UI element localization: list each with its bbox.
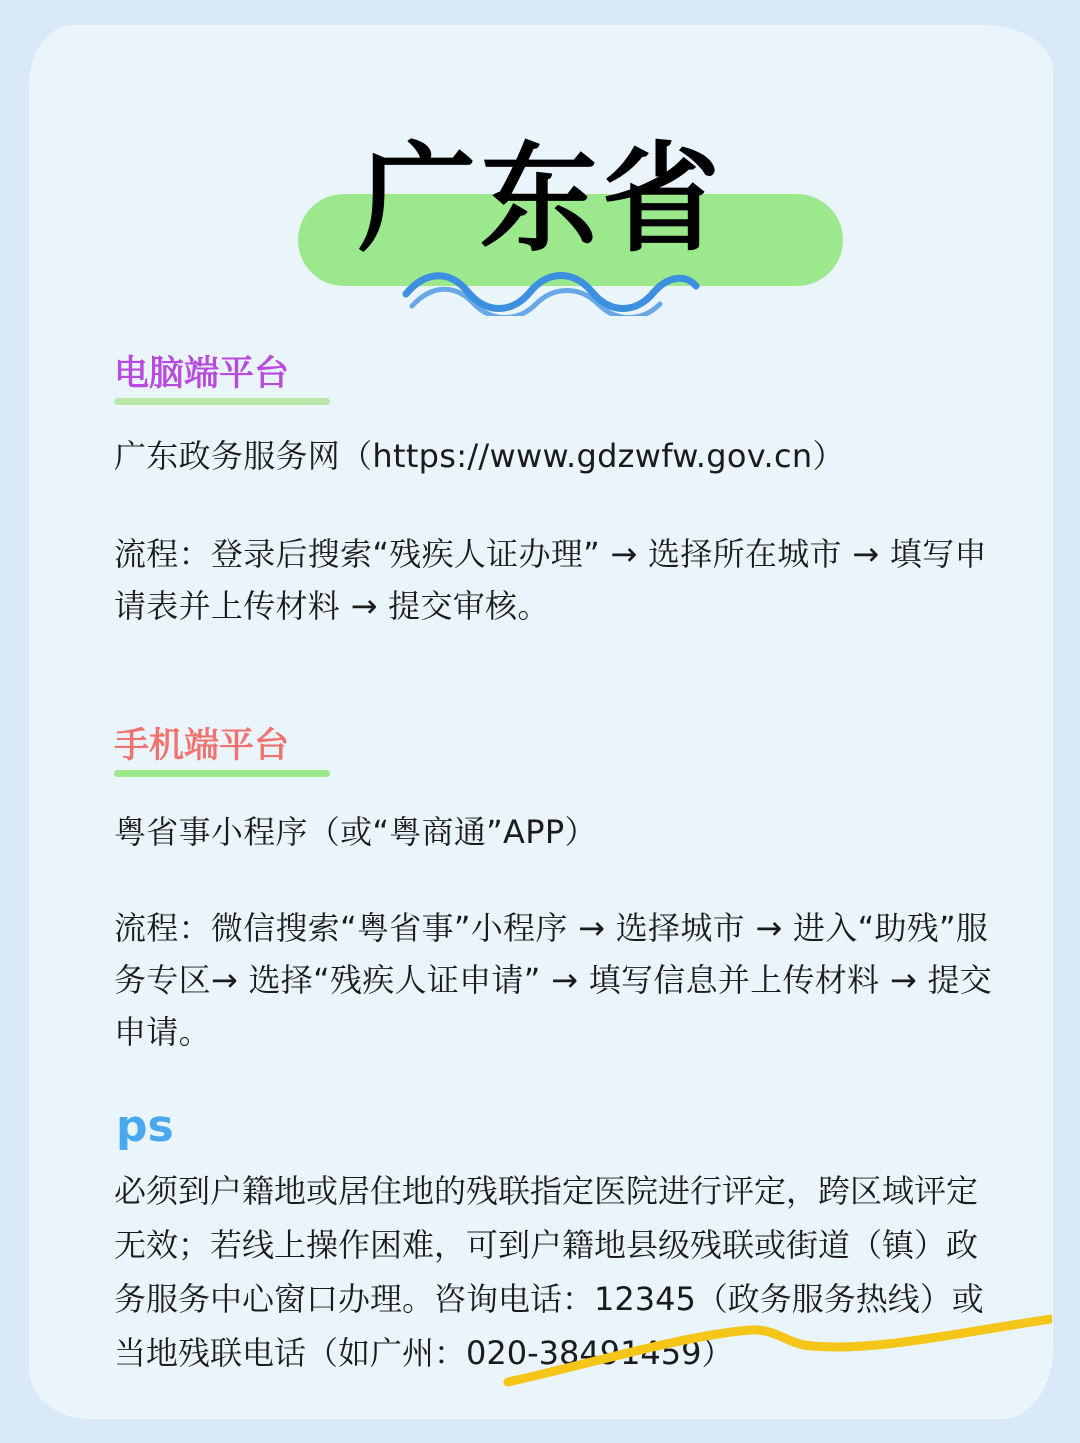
mobile-platform-app: 粤省事小程序（或“粤商通”APP）: [114, 813, 597, 851]
bottom-squiggle-icon: [500, 1310, 1052, 1390]
title-squiggle-icon: [402, 264, 700, 316]
page-title: 广东省: [357, 130, 724, 268]
pc-platform-flow: 流程：登录后搜索“残疾人证办理” → 选择所在城市 → 填写申请表并上传材料 → 提交审核。: [114, 535, 987, 625]
ps-label: ps: [116, 1101, 174, 1152]
ps-note-text: 必须到户籍地或居住地的残联指定医院进行评定，跨区域评定无效；若线上操作困难，可到户籍地县级残联或街道（镇）政务服务中心窗口办理。咨询电话：12345（政务服务热线）或当地残联电话（如广州：020-38491459）: [114, 1172, 984, 1372]
pc-platform-url: 广东政务服务网（https://www.gdzwfw.gov.cn）: [114, 437, 845, 475]
note-card: [30, 26, 1052, 1418]
section-heading-mobile: 手机端平台: [114, 726, 290, 766]
section-heading-pc: 电脑端平台: [114, 354, 290, 394]
title-block: [30, 114, 1052, 304]
mobile-platform-flow: 流程：微信搜索“粤省事”小程序 → 选择城市 → 进入“助残”服务专区→ 选择“残疾人证申请” → 填写信息并上传材料 → 提交申请。: [114, 909, 993, 1051]
section-underline-mobile: [114, 770, 330, 777]
section-underline-pc: [114, 398, 330, 405]
